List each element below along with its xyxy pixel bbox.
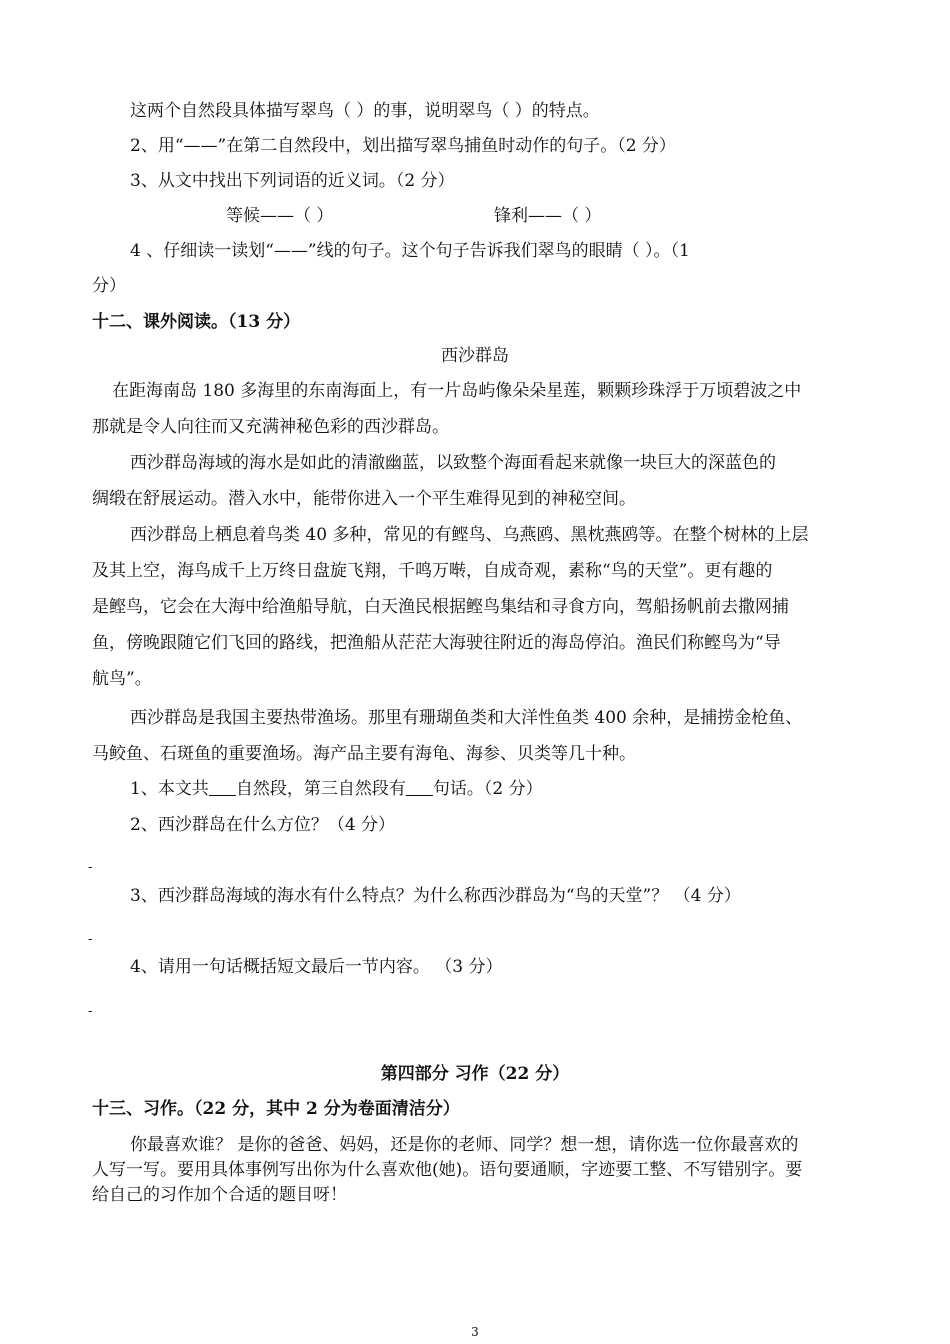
writing-prompt-line-2: 人写一写。要用具体事例写出你为什么喜欢他(她)。语句要通顺，字迹要工整、不写错别字。要 bbox=[92, 1160, 803, 1180]
reading-question-1 bbox=[130, 777, 543, 801]
passage-p1-line-2: 那就是令人向往而又充满神秘色彩的西沙群岛。 bbox=[92, 417, 449, 437]
passage-p3-line-4: 鱼，傍晚跟随它们飞回的路线，把渔船从茫茫大海驶往附近的海岛停泊。渔民们称鲣鸟为“导 bbox=[92, 633, 781, 653]
passage-p2-line-1: 西沙群岛海域的海水是如此的清澈幽蓝，以致整个海面看起来就像一块巨大的深蓝色的 bbox=[130, 453, 776, 473]
writing-prompt-line-1: 你最喜欢谁？ 是你的爸爸、妈妈，还是你的老师、同学？想一想，请你选一位你最喜欢的 bbox=[130, 1135, 799, 1155]
passage-p4-line-1: 西沙群岛是我国主要热带渔场。那里有珊瑚鱼类和大洋性鱼类 400 余种，是捕捞金枪鱼、 bbox=[130, 708, 803, 728]
section-12-heading: 十二、课外阅读。（13 分） bbox=[92, 312, 301, 332]
reading-q1-part-c: 句话。（2 分） bbox=[432, 779, 543, 799]
passage-title: 西沙群岛 bbox=[441, 346, 509, 366]
section-13-heading: 十三、习作。（22 分，其中 2 分为卷面清洁分） bbox=[92, 1099, 460, 1119]
passage-p2-line-2: 绸缎在舒展运动。潜入水中，能带你进入一个平生难得见到的神秘空间。 bbox=[92, 489, 636, 509]
answer-mark-2: - bbox=[88, 860, 93, 875]
passage-p3-line-2: 及其上空，海鸟成千上万终日盘旋飞翔，千鸣万啭，自成奇观，素称“鸟的天堂”。更有趣的 bbox=[92, 561, 773, 581]
passage-p3-line-5: 航鸟”。 bbox=[92, 669, 152, 689]
passage-p3-line-1: 西沙群岛上栖息着鸟类 40 多种，常见的有鲣鸟、乌燕鸥、黑枕燕鸥等。在整个树林的上层 bbox=[130, 525, 809, 545]
passage-p4-line-2: 马鲛鱼、石斑鱼的重要渔场。海产品主要有海龟、海参、贝类等几十种。 bbox=[92, 744, 636, 764]
synonym-item-1: 等候——（ ） bbox=[226, 206, 334, 226]
answer-mark-4: - bbox=[88, 1004, 93, 1019]
passage-p3-line-3: 是鲣鸟，它会在大海中给渔船导航，白天渔民根据鲣鸟集结和寻食方向，驾船扬帆前去撒网捕 bbox=[92, 597, 789, 617]
blank-paragraph-count[interactable] bbox=[209, 779, 236, 799]
answer-mark-3: - bbox=[88, 932, 93, 947]
reading-q1-part-a: 1、本文共 bbox=[130, 779, 209, 799]
reading-question-4: 4、请用一句话概括短文最后一节内容。 （3 分） bbox=[130, 957, 503, 977]
question-4-line-1: 4 、仔细读一读划“——”线的句子。这个句子告诉我们翠鸟的眼睛（ ）。（1 bbox=[130, 241, 690, 261]
blank-sentence-count[interactable] bbox=[406, 779, 433, 799]
question-3-synonyms: 3、从文中找出下列词语的近义词。（2 分） bbox=[130, 171, 455, 191]
reading-question-3: 3、西沙群岛海域的海水有什么特点？为什么称西沙群岛为“鸟的天堂”？ （4 分） bbox=[130, 886, 741, 906]
writing-prompt-line-3: 给自己的习作加个合适的题目呀！ bbox=[92, 1185, 347, 1205]
synonym-item-2: 锋利——（ ） bbox=[494, 206, 602, 226]
q1-continuation-text: 这两个自然段具体描写翠鸟（ ）的事，说明翠鸟（ ）的特点。 bbox=[130, 101, 600, 121]
part-4-heading: 第四部分 习作（22 分） bbox=[380, 1064, 570, 1084]
reading-q1-part-b: 自然段，第三自然段有 bbox=[235, 779, 406, 799]
reading-question-2: 2、西沙群岛在什么方位？（4 分） bbox=[130, 815, 396, 835]
question-4-line-2: 分） bbox=[92, 276, 126, 296]
q1-continuation bbox=[130, 99, 600, 123]
page-number: 3 bbox=[471, 1325, 479, 1339]
passage-p1-line-1: 在距海南岛 180 多海里的东南海面上，有一片岛屿像朵朵星莲，颗颗珍珠浮于万顷碧波之中 bbox=[112, 381, 802, 401]
question-2-underline-sentence: 2、用“——”在第二自然段中，划出描写翠鸟捕鱼时动作的句子。（2 分） bbox=[130, 136, 676, 156]
